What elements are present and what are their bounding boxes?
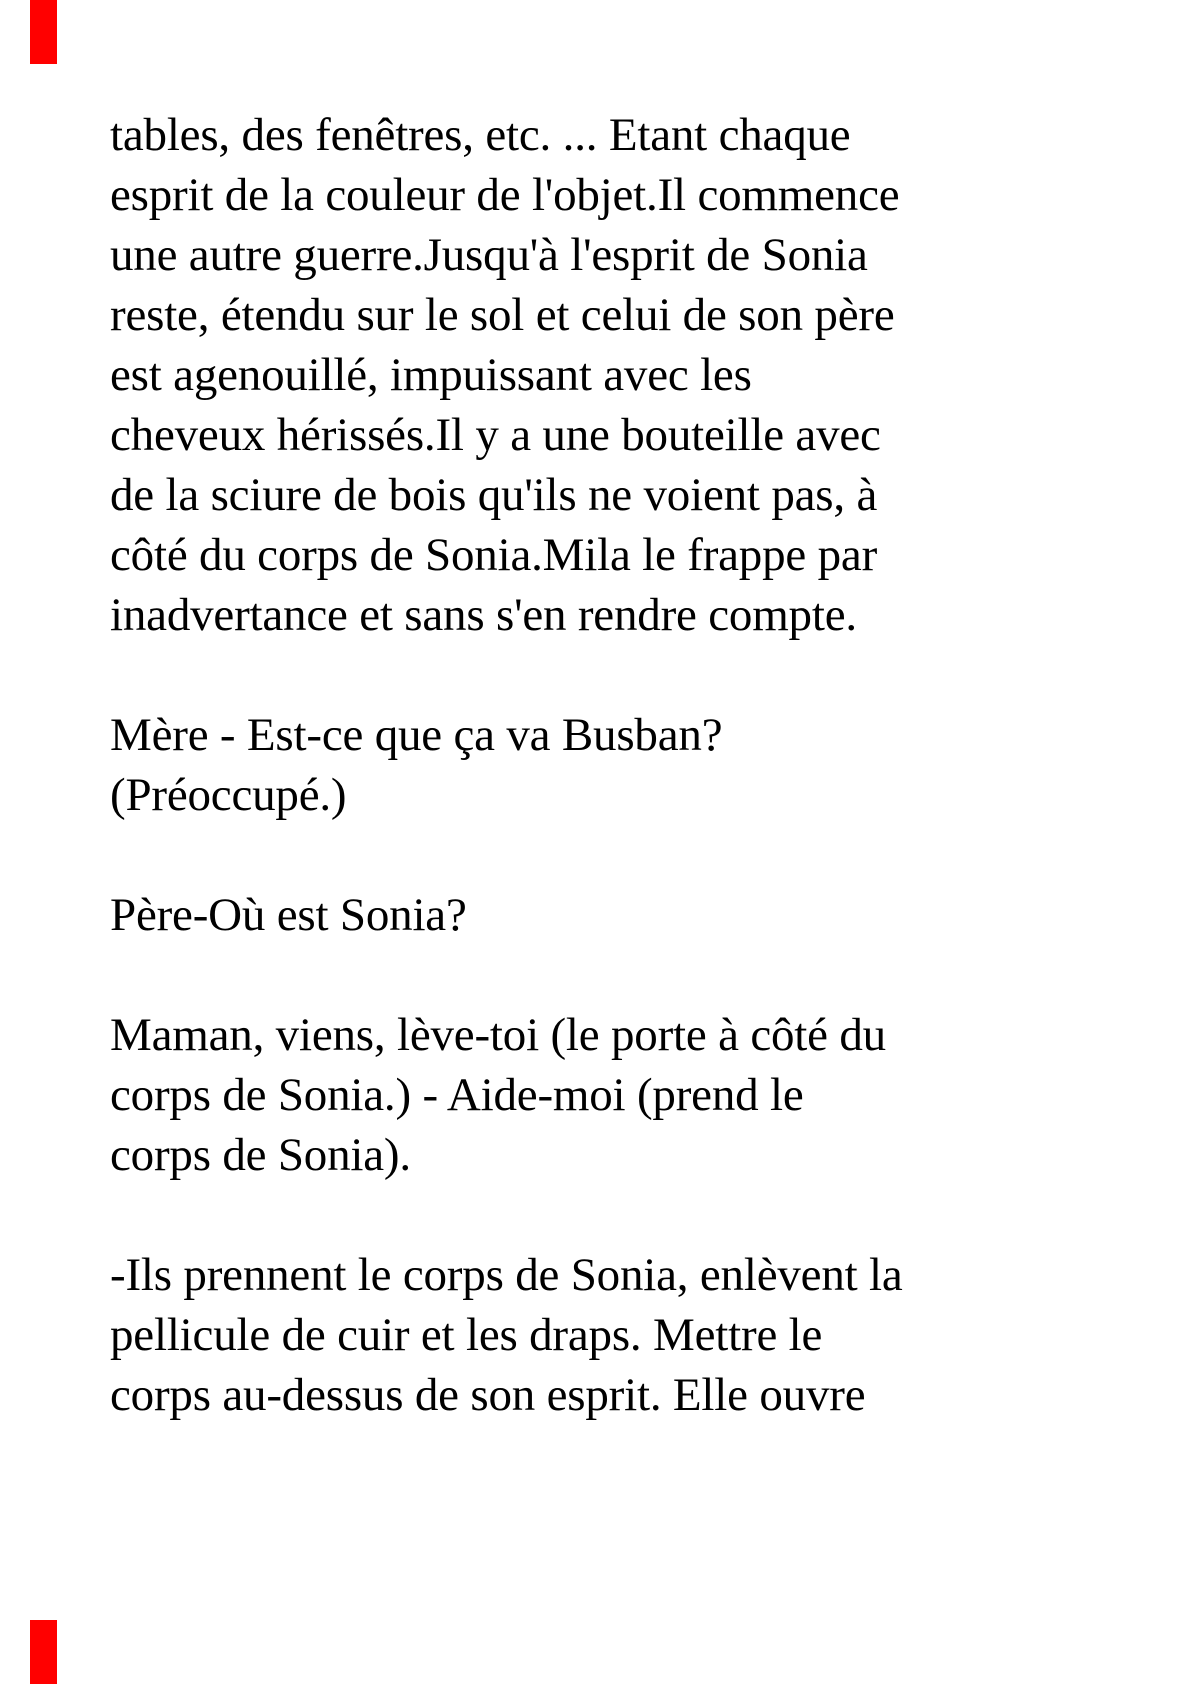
text-line: inadvertance et sans s'en rendre compte. <box>110 589 857 641</box>
text-line: tables, des fenêtres, etc. ... Etant chaque <box>110 109 851 161</box>
text-line: pellicule de cuir et les draps. Mettre le <box>110 1309 823 1361</box>
red-margin-marker-top <box>30 0 57 64</box>
paragraph-dialogue-maman <box>110 1005 1149 1185</box>
paragraph-narration-2 <box>110 1245 1149 1425</box>
text-line: est agenouillé, impuissant avec les <box>110 349 752 401</box>
text-line: reste, étendu sur le sol et celui de son père <box>110 289 895 341</box>
red-margin-marker-bottom <box>30 1620 57 1684</box>
text-line: corps de Sonia.) - Aide-moi (prend le <box>110 1069 804 1121</box>
paragraph-dialogue-mere <box>110 705 1149 825</box>
text-line: (Préoccupé.) <box>110 769 347 821</box>
paragraph-dialogue-pere <box>110 885 1149 945</box>
text-line: corps au-dessus de son esprit. Elle ouvre <box>110 1369 866 1421</box>
text-line: une autre guerre.Jusqu'à l'esprit de Sonia <box>110 229 868 281</box>
paragraph-narration-1 <box>110 105 1149 645</box>
text-line: Père-Où est Sonia? <box>110 889 467 941</box>
text-line: cheveux hérissés.Il y a une bouteille avec <box>110 409 881 461</box>
text-line: Mère - Est-ce que ça va Busban? <box>110 709 723 761</box>
document-text-block <box>110 105 1149 1485</box>
text-line: esprit de la couleur de l'objet.Il commence <box>110 169 900 221</box>
text-line: de la sciure de bois qu'ils ne voient pas, à <box>110 469 878 521</box>
text-line: corps de Sonia). <box>110 1129 411 1181</box>
text-line: Maman, viens, lève-toi (le porte à côté du <box>110 1009 886 1061</box>
text-line: -Ils prennent le corps de Sonia, enlèvent la <box>110 1249 903 1301</box>
text-line: côté du corps de Sonia.Mila le frappe par <box>110 529 878 581</box>
